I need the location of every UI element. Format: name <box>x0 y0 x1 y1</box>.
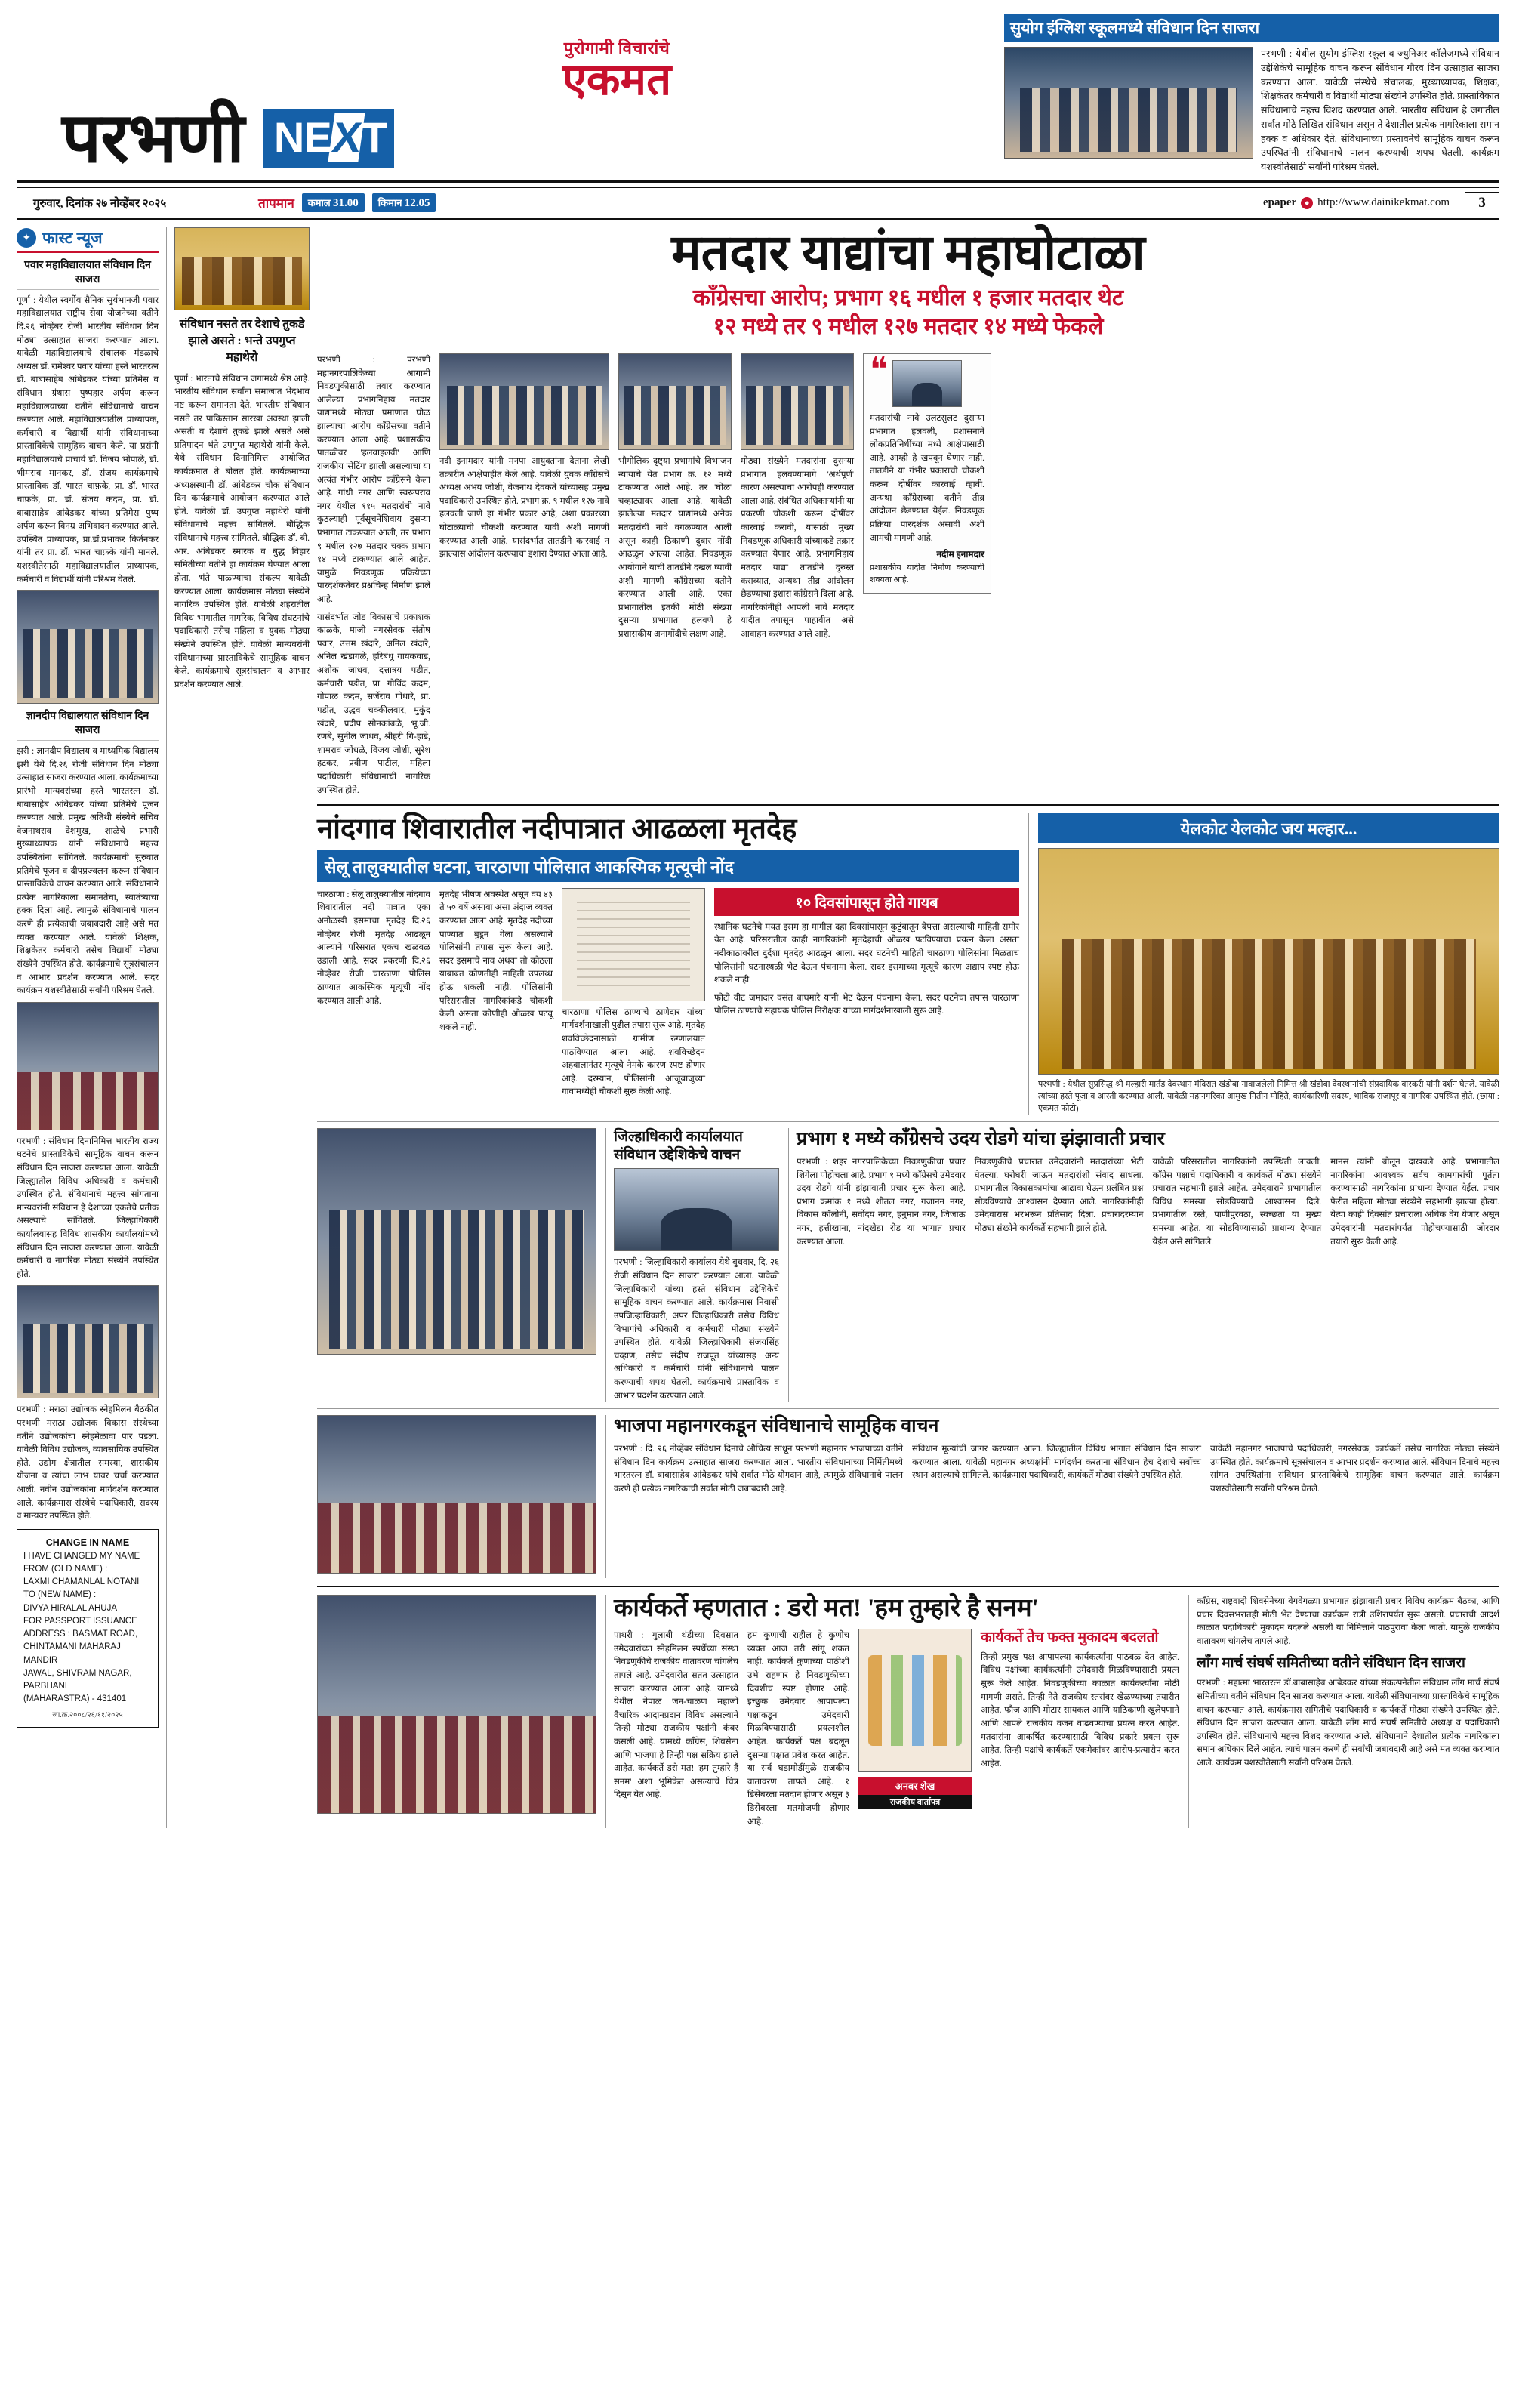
ekmat-logo <box>17 36 991 104</box>
fastnews-photo-0 <box>17 590 159 704</box>
nandgaon-document-photo <box>562 888 705 1001</box>
lead-photo-1 <box>439 353 609 450</box>
author-name-tag: अनवर शेख <box>858 1777 972 1795</box>
notice-line-3: TO (NEW NAME) : <box>23 1590 97 1600</box>
handshake-photo <box>317 1128 596 1355</box>
lead-quote-col <box>863 353 991 797</box>
prabhag-text-2: निवडणुकीचे प्रचारात उमेदवारांनी मतदारांच्या भेटी घेतल्या. घरोघरी जाऊन मतदारांशी संवाद साधला. प्रभागातील विकासकामांचा आढावा घेऊन प्रलंबित प्रश्न सोडविण्याचे आश्वासन देण्यात आले. नागरिकांनीही उमेदवारास भरभरून प्रतिसाद दिला. प्रचारादरम्यान मोठ्या संख्येने कार्यकर्ते सहभागी झाले होते. <box>974 1156 1144 1234</box>
temperature-label: तापमान <box>258 196 294 211</box>
publication-date: गुरुवार, दिनांक २७ नोव्हेंबर २०२५ <box>33 197 167 210</box>
notice-footer: जा.क्र.२००८/२६/११/२०२५ <box>52 1710 123 1719</box>
lead-col-1 <box>317 353 430 797</box>
collector-story <box>605 1128 779 1402</box>
notice-line-8: JAWAL, SHIVRAM NAGAR, PARBHANI <box>23 1668 132 1691</box>
notice-line-6: ADDRESS : BASMAT ROAD, <box>23 1629 138 1639</box>
yelkot-caption: परभणी : येथील सुप्रसिद्ध श्री मल्हारी मार्तंड देवस्थान मंदिरात खंडोबा नावाजलेली निमित्त श्री खंडोबा देवस्थानांची संप्रदायिक वारकरी यांनी दर्शन घेतले. यावेळी त्यांच्या हस्ते पूजा व आरती करण्यात आली. यावेळी महानगरिका आमुख नितीन मोहिते, कार्यकारिणी सदस्य, भाविक राजापूर व नागरिक उपस्थित होते. (छाया : एकमत फोटो) <box>1038 1080 1499 1114</box>
lead-photo-3 <box>741 353 854 450</box>
collector-photo <box>614 1168 779 1251</box>
column-rest <box>317 227 1499 1829</box>
masthead-brand-area <box>17 14 991 177</box>
top-story-text: परभणी : येथील सुयोग इंग्लिश स्कूल व ज्युनिअर कॉलेजमध्ये संविधान उद्देशिकेचे सामूहिक वाचन करून संविधान गौरव दिन उत्साहात साजरा करण्यात आला. यावेळी संस्थेचे संचालक, मुख्याध्यापक, शिक्षक, शिक्षकेतर कर्मचारी व विद्यार्थी मोठ्या संख्येने उपस्थित होते. प्रास्ताविकात संविधानाचे महत्त्व विशद करण्यात आले. भारतीय संविधान हे जगातील सर्वात मोठे लिखित संविधान असून ते देशातील प्रत्येक नागरिकाला समान हक्क व अधिकार देते. संविधानाच्या प्रस्तावनेचे सामूहिक वाचन करून उपस्थितांनी संविधानाचे पालन करण्याची शपथ घेतली. कार्यक्रम यशस्वीतेसाठी सर्वांनी परिश्रम घेतले. <box>1261 48 1499 172</box>
bjp-text-1: परभणी : दि. २६ नोव्हेंबर संविधान दिनाचे औचित्य साधून परभणी महानगर भाजपाच्या वतीने संविधान दिन कार्यक्रम उत्साहात साजरा करण्यात आला. भारतीय संविधानाच्या निर्मितीमध्ये भारतरत्न डॉ. बाबासाहेब आंबेडकर यांचे सर्वात मोठे योगदान आहे, त्यामुळे संविधानाचे पालन करणे ही प्रत्येक नागरिकाची सर्वात मोठी जबाबदारी आहे. <box>614 1444 903 1494</box>
fifth-band <box>317 1595 1499 1828</box>
quote-author: नदीम इनामदार <box>936 549 984 560</box>
bjp-photo-block <box>317 1415 596 1578</box>
yelkot-story <box>1028 813 1499 1115</box>
ekmat-tagline: पुरोगामी विचारांचे <box>563 39 670 57</box>
bjp-text-3: यावेळी महानगर भाजपाचे पदाधिकारी, नगरसेवक, कार्यकर्ते तसेच नागरिक मोठ्या संख्येने उपस्थित होते. कार्यक्रमाचे सूत्रसंचालन व आभार प्रदर्शन करण्यात आले. संविधान दिनाचे महत्त्व सांगत उपस्थितांना संविधान प्रास्ताविकेचे सामूहिक वाचन करण्यात आले. कार्यक्रम यशस्वीतेसाठी सर्वांनी परिश्रम घेतले. <box>1210 1444 1499 1494</box>
masthead-title-row <box>17 100 991 177</box>
fastnews-item-0-text: पूर्णा : येथील स्वर्गीय सैनिक सुर्यभानजी पवार महाविद्यालयात राष्ट्रीय सेवा योजनेच्या वतीने दि.२६ नोव्हेंबर रोजी भारतीय संविधान दिन मोठ्या उत्साहात साजरा करण्यात आला. यावेळी महाविद्यालयाचे संचालक मंडळाचे अध्यक्ष डॉ. रामेश्वर पवार यांच्या हस्ते भारतरत्न डॉ. बाबासाहेब आंबेडकर यांच्या प्रतिमेस व संविधान ग्रंथास पुष्पहार अर्पण करून महाविद्यालयाच्या वतीने संविधानाचे वाचन करण्यात आले. महाविद्यालयातील प्राध्यापक, कर्मचारी व विद्यार्थी यांनी संविधानाच्या प्रास्ताविकेचे सामूहिक वाचन केले. या प्रसंगी महाविद्यालयाचे प्राचार्य डॉ. विजय भोपाळे, डॉ. भीमराव मानकर, डॉ. संजय कार्यक्रमाचे प्रास्ताविक डॉ. भारत चाफ़के, प्रा. डॉ. भारत चाफ़के, प्रा. डॉ. संजय कदम, प्रा. डॉ. बाबासाहेब आंबेडकर यांच्या प्रतिमेस पुष्प अर्पण करून विनम्र अभिवादन करण्यात आले. उपस्थित प्राध्यापक, प्रा.डॉ.प्रभाकर किर्तनकर यांनी तर प्रा. डॉ. भारत चाफ़के यांनी मानले. यशस्वीतेसाठी महाविद्यालयातील प्राध्यापक, कर्मचारी व विद्यार्थी यांनी परिश्रम घेतले. <box>17 294 159 584</box>
bjp-story <box>605 1415 1499 1578</box>
min-temperature-chip <box>372 193 436 212</box>
notice-line-2: LAXMI CHAMANLAL NOTANI <box>23 1577 140 1587</box>
epaper-label: epaper <box>1262 196 1297 209</box>
fast-news-icon: ✦ <box>17 228 36 248</box>
quote-text: मतदारांची नावे उलटसुलट दुसऱ्या प्रभागात हलवली, प्रशासनाने लोकप्रतिनिधींच्या मध्ये आक्षेपासाठी आहे. आम्ही हे खपवून घेणार नाही. तातडीने या गंभीर प्रकाराची चौकशी करून दोषींवर कारवाई व्हावी. अन्यथा काँग्रेसच्या वतीने तीव्र आंदोलन छेडण्यात येईल. निवडणूक प्रक्रिया पारदर्शक असावी अशी आमची मागणी आहे. <box>870 413 984 543</box>
story-upgupt-headline: संविधान नसते तर देशाचे तुकडे झाले असते : भन्ते उपगुप्त महाथेरो <box>174 315 310 368</box>
lead-col-3 <box>618 353 732 797</box>
nandgaon-text-1: चारठाणा : सेलू तालुक्यातील नांदगाव शिवारातील नदी पात्रात एका अनोळखी इसमाचा मृतदेह दि.२६ नोव्हेंबर रोजी मृतदेह आढळून आल्याने परिसरात एकच खळबळ उडाली आहे. सदर प्रकरणी दि.२६ नोव्हेंबर रोजी चारठाणा पोलिस ठाण्यात आकस्मिक मृत्यूची नोंद करण्यात आली आहे. <box>317 889 430 1006</box>
nandgaon-story <box>317 813 1019 1115</box>
lead-subhead-1: काँग्रेसचा आरोप; प्रभाग १६ मधील १ हजार मतदार थेट <box>692 285 1124 311</box>
nandgaon-box-text: स्थानिक घटनेचे मयत इसम हा मागील दहा दिवसांपासून कुटुंबातून बेपत्ता असल्याची माहिती समोर येत आहे. परिसरातील काही नागरिकांनी मृतदेहाची ओळख पटविण्याचा प्रयत्न केला असता नदीकाठावरील दुर्दशा मृतदेह आढळून आला. सदर घटनेची माहिती चारठाणा पोलिसांना मिळताच पोलिसांनी घटनास्थळी भेट देऊन पंचनामा केला. सदर इसमाच्या मृत्यूचे कारण अद्याप स्पष्ट होऊ शकले नाही. <box>714 921 1019 985</box>
third-band <box>317 1128 1499 1402</box>
lead-text-3: नदी इनामदार यांनी मनपा आयुक्तांना देताना लेखी तक्रारीत आक्षेपाहीत केले आहे. यावेळी युवक काँग्रेसचे अध्यक्ष अभय जोशी, वेजनाथ देवकते यांच्यासह प्रमुख पदाधिकारी उपस्थित होते. प्रभाग क्र. ९ मधील १२७ नावे हलवली जाणे हा गंभीर प्रकार आहे, अशा प्रकारच्या घोटाळ्याची चौकशी करण्यात यावी अशी मागणी करण्यात आली आहे. यासंदर्भात तातडीने कारवाई न झाल्यास आंदोलन करण्याचा इशारा देण्यात आला आहे. <box>439 456 609 560</box>
prabhag-text-1: परभणी : शहर नगरपालिकेच्या निवडणुकीचा प्रचार शिगेला पोहोचला आहे. प्रभाग १ मध्ये काँग्रेसचे उमेदवार उदय रोडगे यांनी झंझावाती प्रचार सुरू केला आहे. प्रभाग क्रमांक १ मध्ये शीतल नगर, गजानन नगर, विकास कॉलोनी, सर्वोदय नगर, हनुमान नगर, जिजाऊ नगर, हत्तीखाना, नांदखेडा रोड या भागात प्रचार करण्यात आला. <box>797 1156 966 1247</box>
karyakarte-headline: कार्यकर्ते म्हणतात : डरो मत! 'हम तुम्हारे है सनम' <box>614 1595 1039 1623</box>
notice-title: CHANGE IN NAME <box>45 1537 130 1548</box>
quote-author-photo <box>892 360 962 407</box>
top-story-photo <box>1004 47 1253 159</box>
karyakarte-story <box>605 1595 1179 1828</box>
page-number: 3 <box>1465 192 1499 214</box>
collector-headline: जिल्हाधिकारी कार्यालयात संविधान उद्देशिकेचे वाचन <box>614 1128 743 1163</box>
karyakarte-box-text: तिन्ही प्रमुख पक्ष आपापल्या कार्यकर्त्यांना पाठबळ देत आहेत. विविध पक्षांच्या कार्यकर्त्यांनी उमेदवारी मिळविण्यासाठी प्रयत्न सुरू केले आहेत. निवडणुकीच्या काळात कार्यकर्त्यांना मोठी मागणी असते. तिन्ही नेते राजकीय स्तरांवर खेळण्याच्या तयारीत आहेत. फौज आणि मोटार सायकल आणि याठिकाणी खुलेपणाने आणि आपले राजकीय वजन वाढवण्याचा प्रयत्न करत आहेत. मतदारांना आकर्षित करण्यासाठी विविध प्रकारे प्रयत्न सुरू आहेत. तिन्ही पक्षांचे कार्यकर्ते एकमेकांवर आरोप-प्रत्यारोप करत आहेत. <box>981 1651 1179 1768</box>
nandgaon-box-headline: १० दिवसांपासून होते गायब <box>714 888 1019 916</box>
expo-photo-block <box>317 1595 596 1828</box>
yelkot-headline: येलकोट येलकोट जय मल्हार... <box>1038 813 1499 843</box>
fastnews-item-2-text: परभणी : संविधान दिनानिमित्त भारतीय राज्य घटनेचे प्रास्ताविकेचे सामूहिक वाचन करून संविधान दिन साजरा करण्यात आला. यावेळी जिल्ह्यातील विविध अधिकारी व कर्मचारी उपस्थित होते. संविधानाचे महत्त्व सांगताना मान्यवरांनी संविधान हे देशाच्या एकतेचे प्रतीक असल्याचे सांगितले. जिल्हाधिकारी कार्यालयासह विविध शासकीय कार्यालयांमध्ये संविधान दिन साजरा करण्यात आला. यावेळी कर्मचारी व नागरिक मोठ्या संख्येने उपस्थित होते. <box>17 1136 159 1279</box>
karyakarte-text-2: हम कुणाची राहील हे कुणीच व्यक्त आज तरी सांगू शकत नाही. कार्यकर्ते कुणाच्या पाठीशी उभे राहणार हे निवडणुकीच्या दिवशीच स्पष्ट होणार आहे. इच्छुक उमेदवार आपापल्या पक्षाकडून उमेदवारी मिळविण्यासाठी प्रयत्नशील आहेत. कार्यकर्ते पक्ष बदलून दुसऱ्या पक्षात प्रवेश करत आहेत. या सर्व घडामोडींमुळे राजकीय वातावरण तापले आहे. १ डिसेंबरला मतदान होणार असून ३ डिसेंबरला मतमोजणी होणार आहे. <box>747 1630 849 1827</box>
lead-col-2 <box>439 353 609 797</box>
rally-photo <box>174 227 310 310</box>
nandgaon-text-2: मृतदेह भीषण अवस्थेत असून वय ४३ ते ५० वर्षे असावा असा अंदाज व्यक्त करण्यात आला आहे. मृतदेह नदीच्या पाण्यात बुडून गेला असल्याने पोलिसांनी तपास सुरू केला आहे. सदर इसमाचे नाव अथवा तो कोठला याबाबत कोणतीही माहिती उपलब्ध होऊ शकली नाही. पोलिसांनी परिसरातील नागरिकांकडे चौकशी केली असता कोणीही ओळख पटवू शकले नाही. <box>439 889 553 1032</box>
lead-body-row <box>317 353 1499 797</box>
lead-text-4: भौगोलिक दृष्ट्या प्रभागांचे विभाजन न्यायाचे येत प्रभाग क्र. १२ मध्ये टाकण्यात आले आहे. तर 'घोळ' चव्हाट्यावर आला आहे. यावेळी झालेल्या मतदार याद्यांमध्ये अनेक मतदारांची नावे वगळण्यात आली असून काही ठिकाणी दुबार नोंदी आढळून आल्या आहेत. निवडणूक आयोगाने याची तातडीने दखल घ्यावी अशी मागणी काँग्रेसच्या वतीने करण्यात आली आहे. एका प्रभागातील इतकी मोठी संख्या दुसऱ्या प्रभागात हलवणे हे प्रशासकीय अनागोंदीचे लक्षण आहे. <box>618 456 732 639</box>
min-temp-label: किमान <box>377 197 402 209</box>
nandgaon-headline: नांदगाव शिवारातील नदीपात्रात आढळला मृतदेह <box>317 813 797 846</box>
nandgaon-text-3: चारठाणा पोलिस ठाण्याचे ठाणेदार यांच्या मार्गदर्शनाखाली पुढील तपास सुरू आहे. मृतदेह शवविच्छेदनासाठी ग्रामीण रुग्णालयात पाठविण्यात आला आहे. शवविच्छेदन अहवालानंतर मृत्यूचे नेमके कारण स्पष्ट होणार आहे. दरम्यान, पोलिसांनी आजूबाजूच्या गावांमध्येही चौकशी सुरू केली आहे. <box>562 1007 705 1097</box>
lead-text-2: यासंदर्भात जोड विकासाचे प्रकाशक काळके, माजी नगरसेवक संतोष पवार, उत्तम खंदारे, अनिल खंदारे, अनिल खंडागळे, हरिबंधू गायकवाड, अशोक जाधव, दत्तात्रय पडीत, कर्मचारी पडीत, प्रा. गोविंद कदम, गोपाळ कदम, सर्जेराव गोंधारे, प्रा. पडीत, उद्धव चक्कीलवार, मुकुंद खंदारे, प्रदीप सोनकांबळे, भू.जी. रणबे, सुनील जाधव, श्रीहरी गि-हाडे, शामराव जोंधळे, विजय जोशी, सुरेश हटकर, प्रवीण पाटील, महिला पदाधिकारी संविधानाची नागरिक उपस्थित होते. <box>317 612 430 795</box>
longmarch-headline: लाँग मार्च संघर्ष समितीच्या वतीने संविधान दिन साजरा <box>1197 1654 1465 1671</box>
karyakarte-text-1: पाथरी : गुलाबी थंडीच्या दिवसात उमेदवारांच्या स्नेहमिलन स्पर्धेच्या संस्था निवडणुकीचे राजकीय वातावरण चांगलेच तापले आहे. उमेदवारीत सतत उत्साहात साजरा करण्यात आला आहे. यामध्ये येथील नेपाळ जन-चाळण महाजो वैचारिक आदानप्रदान विविध असल्याने तिन्ही मोठ्या राजकीय पक्षांनी कंबर कसली आहे. यामध्ये कॉंग्रेस, शिवसेना आणि भाजपा हे तिन्ही पक्ष सक्रिय झाले आहेत. कार्यकर्ते डरो मत! 'हम तुम्हारे हैं सनम' अशा भूमिकेत असल्याचे चित्र दिसून येत आहे. <box>614 1630 738 1800</box>
quote-icon: ❝ <box>870 351 888 389</box>
lead-col-4 <box>741 353 854 797</box>
main-content <box>17 227 1499 1829</box>
notice-line-5: FOR PASSPORT ISSUANCE <box>23 1616 137 1626</box>
group-photo-block <box>317 1128 596 1402</box>
fourth-band <box>317 1415 1499 1578</box>
next-logo-tail: T <box>362 113 387 161</box>
collector-text: परभणी : जिल्हाधिकारी कार्यालय येथे बुधवार, दि. २६ रोजी संविधान दिन साजरा करण्यात आला. यावेळी जिल्हाधिकारी यांच्या हस्ते संविधान उद्देशिकेचे सामूहिक वाचन करण्यात आले. कार्यक्रमास निवासी उपजिल्हाधिकारी, अपर जिल्हाधिकारी तसेच विविध विभागांचे अधिकारी व कर्मचारी मोठ्या संख्येने उपस्थित होते. यावेळी जिल्हाधिकारी संजयसिंह चव्हाण, तसेच संदीप राजपूत यांच्यासह अन्य अधिकारी व कर्मचारी यांनी संविधानाचे पालन करण्याची शपथ घेतली. कार्यक्रमाचे प्रास्ताविक व आभार प्रदर्शन करण्यात आले. <box>614 1257 779 1401</box>
top-story-headline: सुयोग इंग्लिश स्कूलमध्ये संविधान दिन साजरा <box>1004 14 1499 42</box>
story-upgupt-text: पूर्णा : भारताचे संविधान जगामध्ये श्रेष्ठ आहे. भारतीय संविधान सर्वांना समाजात भेदभाव नष्ट करून समानता देते. भारतीय संविधान नसते तर पाकिस्तान सारखा अवस्था झाली असती व देशाचे तुकडे झाले असते असे प्रतिपादन भंते उपगुप्त महाथेरो यांनी केले. येथे संविधान दिनानिमित्त आयोजित कार्यक्रमात ते बोलत होते. कार्यक्रमाच्या अध्यक्षस्थानी डॉ. आंबेडकर चौक संविधान दिन कार्यक्रमाचे आयोजन करण्यात आले होते. यावेळी डॉ. उपगुप्त महाथेरो यांनी संविधानाचे महत्त्व सांगितले. बौद्धिक संविधानाचे महत्त्व सांगितले. बौद्धिक डॉ. बी. आर. आंबेडकर स्मारक व बुद्ध विहार समितीच्या वतीने हा कार्यक्रम घेण्यात आला होता. भंते पाळण्याचा संकल्प यावेळी करण्यात आला. कार्यक्रमास मोठ्या संख्येने नागरिक उपस्थित होते. यावेळी शहरातील विविध भागातील नागरिक, विविध संघटनांचे पदाधिकारी तसेच महिला व युवक मोठ्या संख्येने उपस्थित होते. यावेळी मान्यवरांनी संविधानाच्या प्रास्ताविकेचे सामूहिक वाचन केले. कार्यक्रमाचे सूत्रसंचालन व आभार प्रदर्शन करण्यात आले. <box>174 373 310 689</box>
fast-news-title: फास्ट न्यूज <box>42 228 103 247</box>
karyakarte-illustration <box>858 1629 972 1772</box>
nandgaon-caption: फोटो वीट जमादार वसंत बाघमारे यांनी भेट देऊन पंचनामा केला. सदर घटनेचा तपास चारठाणा पोलिस ठाण्याचे सहायक पोलिस निरीक्षक यांच्या मार्गदर्शनाखाली सुरू आहे. <box>714 992 1019 1016</box>
author-role-tag: राजकीय वार्तापत्र <box>858 1795 972 1809</box>
min-temp-value: 12.05 <box>404 197 430 210</box>
fastnews-photo-2 <box>17 1285 159 1398</box>
page-title: परभणी <box>62 100 244 177</box>
fastnews-photo-1 <box>17 1002 159 1130</box>
nandgaon-subhead: सेलू तालुक्यातील घटना, चारठाणा पोलिसात आकस्मिक मृत्यूची नोंद <box>317 850 1019 882</box>
second-band <box>317 813 1499 1115</box>
masthead-top-story <box>991 14 1499 174</box>
fastnews-item-1-text: झरी : ज्ञानदीप विद्यालय व माध्यमिक विद्यालय झरी येथे दि.२६ रोजी संविधान दिन मोठ्या उत्साहात साजरा करण्यात आला. कार्यक्रमाच्या प्रारंभी मान्यवरांच्या हस्ते भारतरत्न डॉ. बाबासाहेब आंबेडकर यांच्या प्रतिमेचे पूजन करण्यात आले. प्रमुख अतिथी संस्थेचे सचिव वेजनाथराव देशमुख, शाळेचे प्रभारी मुख्याध्यापक यांनी संविधानाचे महत्त्व उपस्थितांना सांगितले. कार्यक्रमाची सुरुवात प्रतिमेचे पूजन व दीपप्रज्वलन करून संविधान प्रास्ताविकेचे वाचन करण्यात आले. संविधानाने प्रत्येक नागरिकाला समानतेचा, स्वातंत्र्याचा हक्क दिला आहे. त्यामुळे संविधानाचे पालन करणे ही प्रत्येकाची जबाबदारी आहे असे मत व्यक्त करण्यात आले. यावेळी शिक्षक, शिक्षकेतर कर्मचारी तसेच विद्यार्थी मोठ्या संख्येने उपस्थित होते. कार्यक्रमाचे सूत्रसंचालन व आभार प्रदर्शन करण्यात आले. सदर कार्यक्रम यशस्वीतेसाठी सर्वांनी परिश्रम घेतले. <box>17 746 159 996</box>
epaper-url[interactable]: http://www.dainikekmat.com <box>1317 196 1450 209</box>
fast-news-column <box>17 227 159 1829</box>
fastnews-item-0-headline: पवार महाविद्यालयात संविधान दिन साजरा <box>17 257 159 290</box>
longmarch-text: परभणी : महात्मा भारतरत्न डॉ.बाबासाहेब आंबेडकर यांच्या संकल्पनेतील संविधान लाँग मार्च संघर्ष समितीच्या वतीने संविधान दिन साजरा करण्यात आला. यावेळी संविधानाच्या प्रास्ताविकेचे सामूहिक वाचन करण्यात आले. कार्यक्रमास समितीचे पदाधिकारी व कार्यकर्ते मोठ्या संख्येने उपस्थित होते. संविधान दिन साजरा करण्यात आला. यावेळी लाँग मार्च संघर्ष समितीचे अध्यक्ष व पदाधिकारी उपस्थित होते. संविधानाचे महत्त्व विशद करण्यात आले. संविधानाने देशातील प्रत्येक नागरिकाला समान अधिकार दिले आहेत. त्याचे पालन करणे ही सर्वांची जबाबदारी आहे असे मत व्यक्त करण्यात आले. कार्यक्रम यशस्वीतेसाठी सर्वांनी परिश्रम घेतले. <box>1197 1678 1499 1768</box>
fast-news-header <box>17 227 159 253</box>
max-temp-label: कमाल <box>307 197 331 209</box>
bjp-photo <box>317 1415 596 1574</box>
notice-line-7: CHINTAMANI MAHARAJ MANDIR <box>23 1642 121 1665</box>
prabhag-headline: प्रभाग १ मध्ये काँग्रेसचे उदय रोडगे यांचा झंझावाती प्रचार <box>797 1128 1165 1149</box>
next-logo-x: X <box>328 113 365 162</box>
notice-line-9: (MAHARASTRA) - 431401 <box>23 1694 127 1704</box>
masthead <box>17 14 1499 183</box>
max-temperature-chip <box>302 193 365 212</box>
epaper-link-group[interactable] <box>1263 196 1454 209</box>
notice-line-0: I HAVE CHANGED MY NAME <box>23 1551 140 1561</box>
expo-photo <box>317 1595 596 1814</box>
quote-role: प्रशासकीय यादीत निर्माण करण्याची शक्यता आहे. <box>870 563 984 585</box>
karyakarte-box-headline: कार्यकर्ते तेच फक्त मुकादम बदलतो <box>981 1629 1159 1646</box>
lead-subhead-2: १२ मध्ये तर ९ मधील १२७ मतदार १४ मध्ये फेकले <box>713 313 1104 339</box>
fastnews-item-1-headline: ज्ञानदीप विद्यालयात संविधान दिन साजरा <box>17 708 159 741</box>
bjp-text-2: संविधान मूल्यांची जागर करण्यात आला. जिल्ह्यातील विविध भागात संविधान दिन साजरा करण्यात आला. यावेळी महानगर अध्यक्षांनी मार्गदर्शन करताना संविधान हेच देशाचे सर्वोच्च स्थान असल्याचे सांगितले. कार्यक्रमास पदाधिकारी, कार्यकर्ते मोठ्या संख्येने उपस्थित होते. <box>912 1444 1201 1481</box>
lead-headline: मतदार याद्यांचा महाघोटाळा <box>671 225 1145 281</box>
notice-line-1: FROM (OLD NAME) : <box>23 1564 108 1574</box>
ekmat-wordmark: एकमत <box>562 55 672 104</box>
lead-headline-block <box>317 227 1499 341</box>
longmarch-lead: कॉंग्रेस, राष्ट्रवादी शिवसेनेच्या वेगवेगळ्या प्रभागात झंझावाती प्रचार विविध कार्यक्रम बैठका, आणि प्रचार दिवसभरातही मोठी भेट देण्याचा कार्यक्रम रात्री उशिरापर्यंत सुरू असतो. प्रचाराची आदर्श काळात पदाधिकारी मुकादम बदलले असली या निमित्ताने पाठपुरावा केला जातो. यामुळे राजकीय वातावरण चांगलेच तापले आहे. <box>1197 1596 1499 1646</box>
prabhag-text-4: मानस त्यांनी बोलून दाखवले आहे. प्रभागातील नागरिकांना आवश्यक सर्वच कामगारांची पूर्तता करण्यासाठी नागरिकांना प्राधान्य देण्यात येईल. प्रचार फेरीत महिला मोठ्या संख्येने सहभागी झाल्या होत्या. येत्या काही दिवसांत प्रचाराला अधिक वेग येणार असून उमेदवारांनी मतदारांपर्यंत पोहोचण्यासाठी जोरदार तयारी सुरू केली आहे. <box>1330 1156 1499 1247</box>
bjp-headline: भाजपा महानगरकडून संविधानाचे सामूहिक वाचन <box>614 1416 939 1437</box>
yelkot-photo <box>1038 848 1499 1075</box>
change-in-name-notice <box>17 1529 159 1728</box>
notice-line-4: DIVYA HIRALAL AHUJA <box>23 1603 117 1613</box>
quote-box <box>863 353 991 594</box>
lead-photo-2 <box>618 353 732 450</box>
longmarch-story <box>1188 1595 1499 1828</box>
prabhag-text-3: यावेळी परिसरातील नागरिकांनी उपस्थिती लावली. काँग्रेस पक्षाचे पदाधिकारी व कार्यकर्ते मोठ्या संख्येने प्रचारात सहभागी झाले आहेत. उमेदवाराने प्रभागातील विविध समस्या सोडविण्याचे आश्वासन दिले. प्रभागातील रस्ते, पाणीपुरवठा, स्वच्छता या मुख्य समस्या आहेत. या सोडविण्यासाठी प्राधान्य देण्यात येईल असे सांगितले. <box>1152 1156 1322 1247</box>
max-temp-value: 31.00 <box>332 197 359 210</box>
next-logo <box>263 109 394 168</box>
info-bar <box>17 187 1499 220</box>
globe-icon: ● <box>1301 197 1313 209</box>
fastnews-item-3-text: परभणी : मराठा उद्योजक स्नेहमिलन बैठकीत परभणी मराठा उद्योजक विकास संस्थेच्या वतीने उद्योजकांचा स्नेहमेळावा पार पडला. यावेळी विविध उद्योजक, व्यावसायिक उपस्थित होते. उद्योग क्षेत्रातील समस्या, शासकीय योजना व त्यांचा लाभ यावर चर्चा करण्यात आली. नवीन उद्योजकांना मार्गदर्शन करण्यात आले. कार्यक्रमास संस्थेचे पदाधिकारी, सदस्य व मान्यवर उपस्थित होते. <box>17 1404 159 1522</box>
lead-text-5: मोठ्या संख्येने मतदारांना दुसऱ्या प्रभागात हलवण्यामागे 'अर्थपूर्ण' कारण असल्याचा आरोपही करण्यात आला आहे. संबंधित अधिकाऱ्यांनी या प्रकरणी चौकशी करून दोषींवर कारवाई करावी, यासाठी मुख्य निवडणूक अधिकारी यांच्याकडे तक्रार करण्यात येणार आहे. प्रभागनिहाय मतदार याद्या तातडीने दुरुस्त कराव्यात, अन्यथा तीव्र आंदोलन छेडण्याचा इशारा काँग्रेसने दिला आहे. नागरिकांनीही आपली नावे मतदार यादीत तपासून पाहावीत असे आवाहन करण्यात आले आहे. <box>741 456 854 639</box>
next-logo-main: NE <box>273 113 331 161</box>
column-two <box>166 227 310 1829</box>
lead-text-1: परभणी : परभणी महानगरपालिकेच्या आगामी निवडणुकीसाठी तयार करण्यात आलेल्या प्रभागनिहाय मतदार याद्यांमध्ये मोठ्या प्रमाणात घोळ झाल्याचा आरोप काँग्रेसच्या वतीने करण्यात आला आहे. प्रशासकीय पातळीवर 'हलवाहलवी' आणि राजकीय 'सेटिंग' झाली असल्याचा या अत्यंत गंभीर आरोप काँग्रेसने केला आहे. गांधी नगर आणि स्वरूपराव नगर येथील ११५ मतदारांची नावे कुठल्याही पूर्वसूचनेशिवाय दुसऱ्या प्रभागात टाकण्यात आली, तर प्रभाग ९ मधील १२७ मतदार चक्क प्रभाग १४ मध्ये टाकण्यात आले आहेत. यामुळे निवडणूक प्रक्रियेच्या पारदर्शकतेवर प्रश्नचिन्ह निर्माण झाले आहे. <box>317 355 430 605</box>
prabhag-story <box>788 1128 1499 1402</box>
